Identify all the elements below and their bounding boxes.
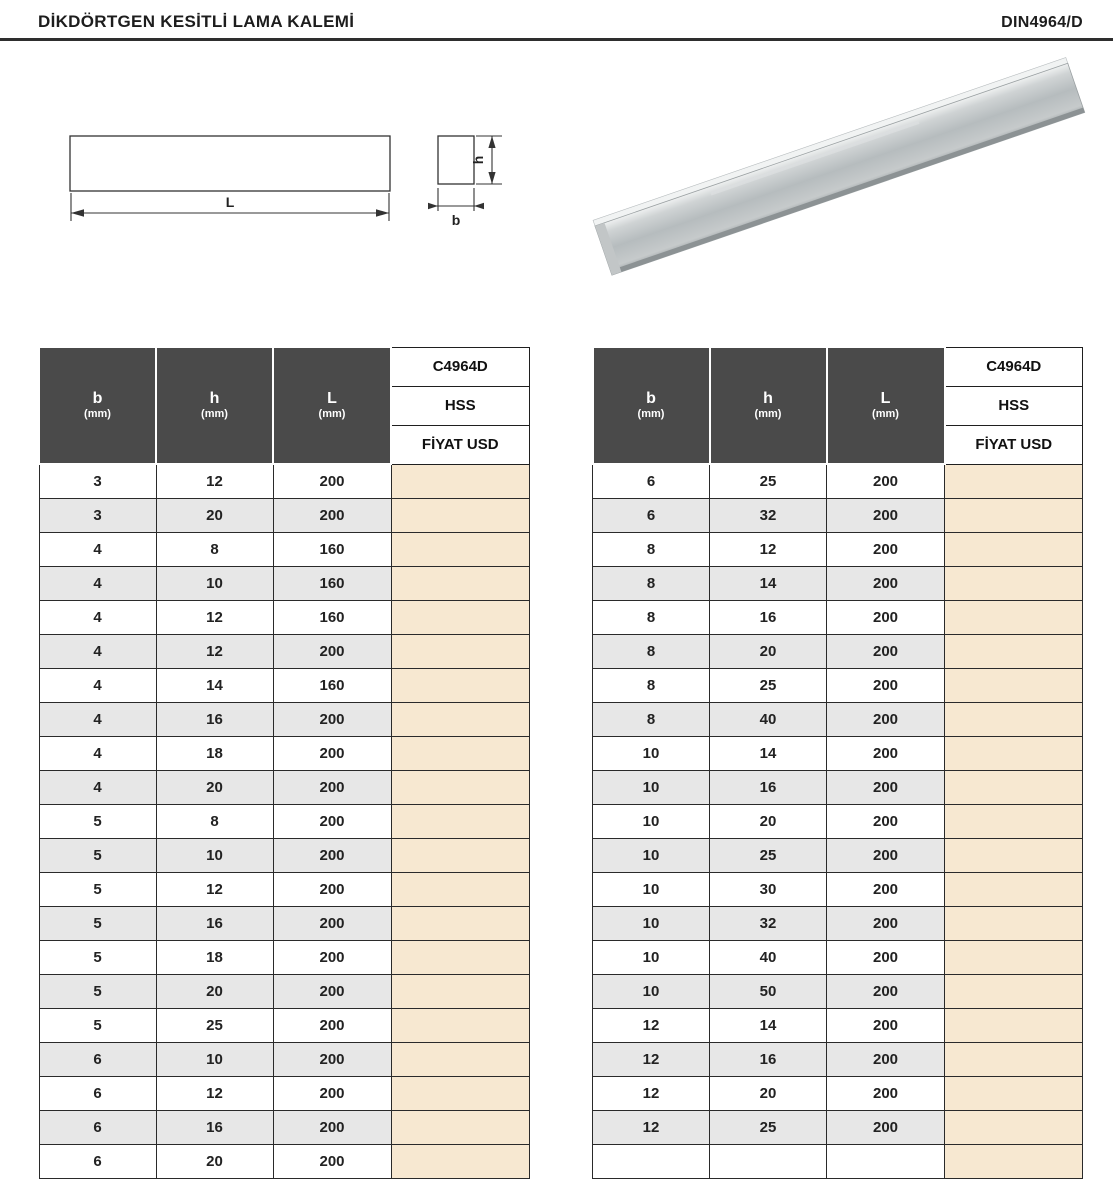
table-row (593, 533, 1083, 567)
cell-h: 10 (156, 567, 273, 601)
price-cell (945, 873, 1083, 907)
cell-h: 16 (710, 771, 827, 805)
cell-l: 200 (273, 737, 391, 771)
cell-l: 200 (827, 703, 945, 737)
cell-l: 200 (273, 635, 391, 669)
cell-l: 200 (827, 499, 945, 533)
cell-l: 200 (827, 635, 945, 669)
col-header-L: L (mm) (827, 347, 945, 464)
table-row (593, 873, 1083, 907)
table-row (39, 941, 529, 975)
cell-l: 200 (273, 1009, 391, 1043)
dimension-h (470, 136, 502, 184)
cell-l: 200 (827, 771, 945, 805)
cell-h (710, 1145, 827, 1179)
cell-b: 5 (39, 873, 156, 907)
table-row (593, 499, 1083, 533)
cell-b: 6 (593, 499, 710, 533)
cell-h: 32 (710, 499, 827, 533)
cell-b: 3 (39, 464, 156, 499)
price-cell (391, 1009, 529, 1043)
table-row (593, 567, 1083, 601)
cell-b: 10 (593, 941, 710, 975)
material-label: HSS (945, 386, 1083, 425)
price-cell (391, 669, 529, 703)
col-header-b: b (mm) (39, 347, 156, 464)
spec-table-left (38, 346, 530, 1179)
cell-l: 200 (273, 464, 391, 499)
cell-b: 4 (39, 635, 156, 669)
cell-l (827, 1145, 945, 1179)
cell-b: 6 (39, 1111, 156, 1145)
price-cell (945, 975, 1083, 1009)
price-cell (945, 567, 1083, 601)
cell-l: 200 (273, 499, 391, 533)
cell-b (593, 1145, 710, 1179)
price-cell (945, 805, 1083, 839)
cell-h: 12 (156, 1077, 273, 1111)
cell-h: 18 (156, 941, 273, 975)
product-code: C4964D (945, 347, 1083, 386)
table-row (593, 907, 1083, 941)
cell-l: 160 (273, 669, 391, 703)
page-header (0, 0, 1113, 41)
cell-h: 12 (156, 635, 273, 669)
price-cell (945, 1145, 1083, 1179)
cell-b: 10 (593, 839, 710, 873)
price-cell (391, 464, 529, 499)
cell-b: 12 (593, 1009, 710, 1043)
cell-l: 200 (827, 669, 945, 703)
table-row (39, 1043, 529, 1077)
cell-h: 20 (156, 771, 273, 805)
price-cell (391, 1043, 529, 1077)
cell-h: 25 (710, 839, 827, 873)
price-cell (945, 941, 1083, 975)
cell-l: 200 (827, 567, 945, 601)
table-row (593, 941, 1083, 975)
height-dim-label: h (470, 155, 486, 165)
table-row (39, 737, 529, 771)
cell-l: 200 (273, 873, 391, 907)
cell-l: 200 (827, 941, 945, 975)
cell-h: 12 (156, 601, 273, 635)
cell-b: 6 (39, 1077, 156, 1111)
price-cell (391, 601, 529, 635)
length-dim-label: L (225, 194, 235, 210)
price-cell (945, 703, 1083, 737)
table-row (593, 737, 1083, 771)
cell-h: 20 (710, 1077, 827, 1111)
cell-h: 20 (710, 635, 827, 669)
table-row (593, 1111, 1083, 1145)
price-cell (391, 635, 529, 669)
table-row (39, 805, 529, 839)
cell-b: 12 (593, 1111, 710, 1145)
cell-b: 5 (39, 975, 156, 1009)
col-header-h: h (mm) (156, 347, 273, 464)
cell-h: 16 (156, 907, 273, 941)
price-header: FİYAT USD (945, 425, 1083, 464)
price-cell (945, 635, 1083, 669)
cell-b: 4 (39, 771, 156, 805)
cell-l: 200 (273, 703, 391, 737)
price-cell (391, 975, 529, 1009)
cell-h: 50 (710, 975, 827, 1009)
price-cell (945, 464, 1083, 499)
price-cell (391, 533, 529, 567)
cell-l: 200 (273, 805, 391, 839)
price-cell (945, 499, 1083, 533)
table-row (593, 805, 1083, 839)
front-view-outline (70, 136, 390, 191)
cell-b: 6 (39, 1145, 156, 1179)
cell-l: 200 (273, 771, 391, 805)
cell-l: 200 (827, 805, 945, 839)
price-cell (391, 703, 529, 737)
cell-l: 200 (273, 941, 391, 975)
price-header: FİYAT USD (391, 425, 529, 464)
cell-h: 14 (710, 1009, 827, 1043)
dimension-L (71, 193, 389, 221)
cell-b: 4 (39, 737, 156, 771)
page-title: DİKDÖRTGEN KESİTLİ LAMA KALEMİ (38, 12, 355, 31)
table-row (39, 1009, 529, 1043)
cell-l: 200 (273, 1111, 391, 1145)
cell-h: 40 (710, 703, 827, 737)
cell-h: 10 (156, 1043, 273, 1077)
cell-b: 4 (39, 669, 156, 703)
price-cell (391, 839, 529, 873)
cell-l: 200 (273, 1043, 391, 1077)
cell-l: 200 (273, 839, 391, 873)
price-cell (945, 601, 1083, 635)
cell-l: 200 (273, 1077, 391, 1111)
width-dim-label: b (451, 212, 461, 228)
cell-b: 4 (39, 601, 156, 635)
table-row (39, 601, 529, 635)
cell-b: 5 (39, 941, 156, 975)
price-cell (391, 873, 529, 907)
price-cell (945, 737, 1083, 771)
cell-l: 200 (827, 533, 945, 567)
table-row (39, 533, 529, 567)
cell-h: 25 (710, 1111, 827, 1145)
cell-b: 6 (593, 464, 710, 499)
cell-l: 200 (827, 907, 945, 941)
price-cell (391, 1077, 529, 1111)
price-cell (391, 499, 529, 533)
size-tables (0, 346, 1113, 1197)
cell-h: 20 (156, 1145, 273, 1179)
cell-h: 16 (156, 703, 273, 737)
table-row (39, 839, 529, 873)
table-row (39, 567, 529, 601)
col-header-h: h (mm) (710, 347, 827, 464)
cell-l: 200 (827, 1111, 945, 1145)
price-cell (945, 839, 1083, 873)
cell-l: 200 (827, 1077, 945, 1111)
cell-b: 10 (593, 737, 710, 771)
section-view-outline (438, 136, 474, 184)
cell-h: 12 (156, 464, 273, 499)
cell-b: 10 (593, 975, 710, 1009)
table-row (593, 1043, 1083, 1077)
price-cell (945, 1043, 1083, 1077)
cell-h: 8 (156, 533, 273, 567)
table-row (39, 1111, 529, 1145)
material-label: HSS (391, 386, 529, 425)
cell-b: 8 (593, 567, 710, 601)
cell-b: 5 (39, 907, 156, 941)
cell-h: 14 (156, 669, 273, 703)
cell-h: 12 (710, 533, 827, 567)
table-row (593, 1145, 1083, 1179)
cell-b: 10 (593, 873, 710, 907)
table-row (39, 873, 529, 907)
price-cell (391, 771, 529, 805)
cell-b: 8 (593, 703, 710, 737)
cell-l: 200 (827, 737, 945, 771)
price-cell (391, 805, 529, 839)
table-row (593, 601, 1083, 635)
cell-l: 160 (273, 567, 391, 601)
table-row (593, 1009, 1083, 1043)
cell-l: 200 (827, 1043, 945, 1077)
table-row (593, 635, 1083, 669)
table-row (39, 907, 529, 941)
table-row (593, 771, 1083, 805)
table-row (39, 975, 529, 1009)
cell-b: 3 (39, 499, 156, 533)
price-cell (391, 941, 529, 975)
cell-b: 8 (593, 533, 710, 567)
cell-h: 14 (710, 737, 827, 771)
table-row (593, 464, 1083, 499)
product-code: C4964D (391, 347, 529, 386)
cell-b: 8 (593, 669, 710, 703)
cell-b: 5 (39, 839, 156, 873)
cell-l: 200 (827, 975, 945, 1009)
cell-h: 20 (710, 805, 827, 839)
cell-l: 200 (827, 1009, 945, 1043)
table-row (593, 703, 1083, 737)
table-row (39, 464, 529, 499)
cell-l: 200 (827, 601, 945, 635)
table-row (39, 771, 529, 805)
price-cell (391, 1145, 529, 1179)
cell-b: 5 (39, 805, 156, 839)
cell-l: 200 (273, 1145, 391, 1179)
cell-h: 16 (710, 601, 827, 635)
cell-b: 8 (593, 601, 710, 635)
table-row (39, 635, 529, 669)
dimension-b (428, 188, 484, 228)
table-row (39, 703, 529, 737)
cell-l: 160 (273, 533, 391, 567)
table-row (39, 669, 529, 703)
cell-l: 200 (273, 907, 391, 941)
price-cell (945, 1009, 1083, 1043)
cell-b: 6 (39, 1043, 156, 1077)
col-header-L: L (mm) (273, 347, 391, 464)
technical-drawing (0, 41, 1113, 326)
cell-h: 25 (710, 669, 827, 703)
table-row (593, 839, 1083, 873)
cell-b: 4 (39, 533, 156, 567)
cell-h: 40 (710, 941, 827, 975)
cell-b: 10 (593, 805, 710, 839)
table-row (593, 1077, 1083, 1111)
price-cell (945, 1077, 1083, 1111)
price-cell (391, 737, 529, 771)
cell-h: 32 (710, 907, 827, 941)
cell-h: 30 (710, 873, 827, 907)
price-cell (391, 907, 529, 941)
price-cell (945, 1111, 1083, 1145)
table-row (593, 669, 1083, 703)
cell-l: 160 (273, 601, 391, 635)
cell-h: 20 (156, 499, 273, 533)
cell-h: 8 (156, 805, 273, 839)
price-cell (945, 771, 1083, 805)
table-row (593, 975, 1083, 1009)
cell-h: 12 (156, 873, 273, 907)
spec-table-right (592, 346, 1084, 1179)
cell-b: 10 (593, 771, 710, 805)
cell-b: 4 (39, 703, 156, 737)
price-cell (945, 907, 1083, 941)
cell-h: 25 (710, 464, 827, 499)
table-row (39, 1077, 529, 1111)
price-cell (945, 533, 1083, 567)
cell-h: 10 (156, 839, 273, 873)
cell-h: 16 (156, 1111, 273, 1145)
cell-l: 200 (827, 464, 945, 499)
table-row (39, 499, 529, 533)
cell-l: 200 (827, 873, 945, 907)
table-row (39, 1145, 529, 1179)
cell-b: 12 (593, 1077, 710, 1111)
cell-l: 200 (273, 975, 391, 1009)
standard-code: DIN4964/D (1001, 14, 1083, 31)
cell-h: 18 (156, 737, 273, 771)
cell-h: 25 (156, 1009, 273, 1043)
cell-h: 20 (156, 975, 273, 1009)
cell-h: 14 (710, 567, 827, 601)
cell-b: 4 (39, 567, 156, 601)
price-cell (391, 567, 529, 601)
cell-b: 8 (593, 635, 710, 669)
product-photo (593, 58, 1085, 276)
col-header-b: b (mm) (593, 347, 710, 464)
cell-l: 200 (827, 839, 945, 873)
cell-b: 12 (593, 1043, 710, 1077)
price-cell (391, 1111, 529, 1145)
cell-h: 16 (710, 1043, 827, 1077)
cell-b: 5 (39, 1009, 156, 1043)
cell-b: 10 (593, 907, 710, 941)
price-cell (945, 669, 1083, 703)
